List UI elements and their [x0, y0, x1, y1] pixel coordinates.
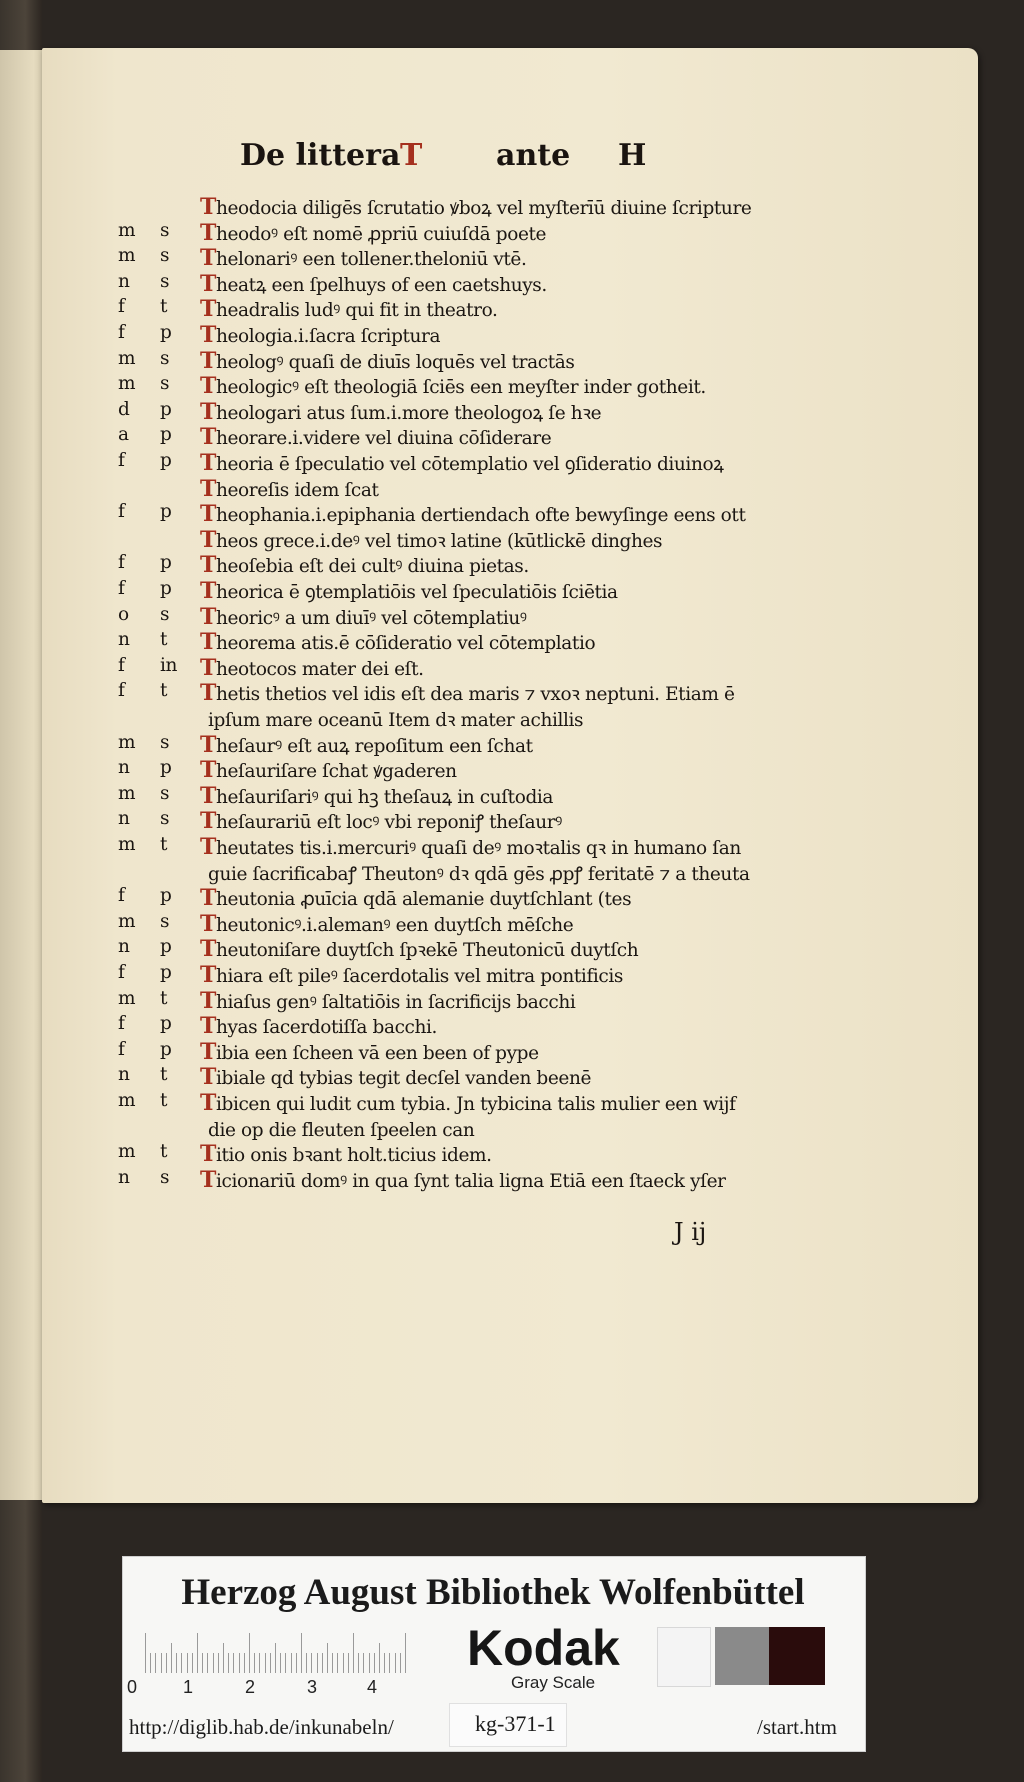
gender-marker: n — [118, 629, 130, 651]
entry-line — [118, 1064, 768, 1089]
entry-body: ibicen qui ludit cum tybia. Jn tybicina talis mulier een wijf — [215, 1094, 736, 1115]
ruler-tick — [197, 1633, 198, 1673]
entry-body: heologicꝰ eſt theologiā ſciēs een meyſter inder gotheit. — [215, 377, 706, 399]
gender-marker: n — [118, 808, 130, 830]
rubric-initial: T — [200, 757, 216, 784]
rubric-initial: T — [200, 501, 216, 528]
entry-text — [200, 1167, 800, 1193]
entry-text — [200, 424, 800, 450]
entry-line — [118, 885, 768, 910]
rubric-initial: T — [200, 962, 216, 988]
entry-text — [200, 450, 800, 476]
gender-marker: a — [118, 424, 129, 446]
entry-line — [118, 706, 768, 731]
entry-body: heorema atis.ē cōſideratio vel cōtemplatio — [215, 633, 596, 655]
declension-marker: p — [160, 398, 172, 420]
entry-text — [200, 1064, 800, 1090]
rubric-initial: T — [200, 296, 216, 323]
ruler-tick — [228, 1653, 229, 1673]
ruler-tick — [317, 1653, 318, 1673]
entry-line — [118, 220, 768, 245]
entry-line — [118, 322, 768, 347]
entry-text — [200, 1013, 800, 1039]
entry-text — [200, 885, 800, 911]
declension-marker: p — [160, 757, 172, 779]
declension-marker: p — [160, 501, 172, 523]
ruler-tick — [192, 1653, 193, 1673]
entry-body: heoreſis idem ſcat — [215, 479, 379, 501]
declension-marker: s — [160, 808, 170, 830]
entry-line — [118, 988, 768, 1013]
library-name: Herzog August Bibliothek Wolfenbüttel — [181, 1572, 805, 1613]
entry-line — [118, 629, 768, 654]
ruler-number: 4 — [367, 1677, 378, 1697]
ruler-tick — [145, 1633, 146, 1673]
declension-marker: t — [160, 629, 168, 651]
ruler-tick — [311, 1653, 312, 1673]
entry-body: heoricꝰ a um diuīꝰ vel cōtemplatiuꝰ — [215, 607, 527, 629]
entry-line — [118, 783, 768, 808]
gender-marker: n — [118, 936, 130, 958]
kodak-logo: Kodak — [467, 1620, 620, 1676]
gender-marker: m — [118, 987, 136, 1009]
declension-marker: s — [160, 910, 170, 932]
entry-line — [118, 578, 768, 603]
entry-line — [118, 1039, 768, 1064]
declension-marker: t — [160, 834, 168, 855]
entry-body: heutoniſare duytſch ſpꝛekē Theutonicū duytſch — [215, 940, 639, 962]
entry-line — [118, 962, 768, 987]
entry-text — [208, 706, 808, 732]
declension-marker: t — [160, 296, 168, 318]
entry-body: heologia.i.ſacra ſcriptura — [215, 326, 441, 347]
entry-text — [200, 578, 800, 604]
ruler-tick — [223, 1643, 224, 1673]
header-letter-h: H — [618, 138, 647, 173]
rubric-initial: T — [200, 1013, 216, 1040]
book-page — [42, 48, 978, 1503]
ruler-tick — [166, 1653, 167, 1673]
entry-line — [118, 194, 768, 219]
gender-marker: f — [118, 654, 125, 676]
entry-body: heutonia ꝓuīcia qdā alemanie duytſchlant (tes — [215, 889, 632, 911]
entry-body: heos grece.i.deꝰ vel timoꝛ latine (kūtlickē dinghes — [215, 530, 663, 552]
entry-line — [118, 476, 768, 501]
entry-body: die op die fleuten ſpeelen can — [208, 1119, 475, 1141]
rubric-initial: T — [200, 245, 216, 272]
rubric-initial: T — [200, 373, 216, 400]
rubric-initial: T — [200, 475, 216, 502]
ruler-tick — [374, 1653, 375, 1673]
ruler-tick — [275, 1643, 276, 1673]
ruler-tick — [259, 1653, 260, 1673]
entry-body: heophania.i.epiphania dertiendach ofte bewyſinge eens ott — [215, 505, 746, 527]
running-header — [240, 138, 660, 182]
gender-marker: m — [118, 731, 136, 753]
entry-body: heodoꝰ eſt nomē ꝓpriū cuiuſdā poete — [215, 223, 547, 245]
entry-text — [200, 476, 800, 502]
declension-marker: p — [160, 1038, 172, 1060]
ruler-number: 1 — [183, 1677, 194, 1697]
entry-body: heodocia diligēs ſcrutatio ꝟboꝝ vel myſterīū diuine ſcripture — [215, 198, 752, 219]
entry-text — [200, 988, 800, 1014]
entry-body: heorare.i.videre vel diuina cōſiderare — [215, 428, 552, 450]
ruler-tick — [358, 1653, 359, 1673]
entry-body: hiaſus genꝰ ſaltatiōis in ſacrificijs bacchi — [215, 991, 576, 1013]
ruler-tick — [400, 1653, 401, 1673]
ruler-tick — [405, 1633, 406, 1673]
rubric-initial: T — [200, 552, 216, 579]
ruler-tick — [337, 1653, 338, 1673]
entry-line — [118, 1013, 768, 1038]
rubric-initial: T — [200, 270, 216, 297]
declension-marker: s — [160, 373, 170, 395]
gender-marker: n — [118, 1166, 130, 1188]
gender-marker: m — [118, 910, 136, 932]
entry-text — [200, 322, 800, 348]
entry-body: hetis thetios vel idis eſt dea maris ⁊ vxoꝛ neptuni. Etiam ē — [215, 684, 735, 706]
ruler-tick — [327, 1643, 328, 1673]
entry-line — [118, 450, 768, 475]
rubric-initial: T — [200, 1064, 216, 1091]
rubric-initial: T — [200, 578, 216, 604]
entry-text — [200, 348, 800, 374]
ruler-tick — [239, 1653, 240, 1673]
entry-line — [118, 373, 768, 398]
entry-text — [200, 194, 800, 220]
rubric-initial: T — [200, 1166, 216, 1193]
entry-line — [118, 1141, 768, 1166]
entry-body: heſaurariū eſt locꝰ vbi reponiꝭ theſaurꝰ — [215, 812, 562, 834]
entry-line — [118, 296, 768, 321]
entry-text — [200, 808, 800, 834]
ruler-tick — [207, 1653, 208, 1673]
entry-body: ipſum mare oceanū Item dꝛ mater achillis — [208, 710, 584, 731]
entry-line — [118, 834, 768, 859]
declension-marker: p — [160, 322, 172, 343]
ruler-tick — [218, 1653, 219, 1673]
entry-body: heutates tis.i.mercuriꝰ quaſi deꝰ moꝛtalis qꝛ in humano ſan — [215, 838, 741, 859]
ruler-tick — [187, 1653, 188, 1673]
ruler-tick — [155, 1653, 156, 1673]
swatch-black — [769, 1627, 825, 1685]
entry-text — [200, 245, 800, 271]
rubric-initial: T — [200, 450, 216, 476]
declension-marker: in — [160, 654, 178, 676]
ruler-tick — [150, 1653, 151, 1673]
rubric-initial: T — [200, 629, 216, 656]
entry-body: heſauriſariꝰ qui hꝫ theſauꝝ in cuſtodia — [215, 786, 554, 808]
entry-text — [208, 1116, 808, 1142]
ruler-tick — [233, 1653, 234, 1673]
gender-marker: f — [118, 1013, 125, 1035]
entry-text — [200, 783, 800, 809]
entry-line — [118, 348, 768, 373]
ruler-tick — [343, 1653, 344, 1673]
entry-text — [200, 296, 800, 322]
declension-marker: t — [160, 987, 168, 1009]
gender-marker: f — [118, 680, 125, 702]
gender-marker: f — [118, 885, 125, 907]
entry-line — [118, 936, 768, 961]
gender-marker: f — [118, 322, 125, 343]
ruler-number: 2 — [245, 1677, 256, 1697]
entry-body: heoria ē ſpeculatio vel cōtemplatio vel ꝯſideratio diuinoꝝ — [215, 454, 724, 475]
entry-body: heologꝰ quaſi de diuīs loquēs vel tractās — [215, 351, 575, 373]
entry-text — [200, 757, 800, 783]
gender-marker: m — [118, 782, 136, 804]
entry-line — [118, 501, 768, 526]
declension-marker: s — [160, 1166, 170, 1188]
ruler-tick — [202, 1653, 203, 1673]
entry-text — [200, 1141, 800, 1167]
entry-text — [200, 271, 800, 297]
entry-body: ibia een ſcheen vā een been of pype — [215, 1042, 539, 1064]
entry-line — [118, 527, 768, 552]
ruler-tick — [213, 1653, 214, 1673]
rubric-initial: T — [200, 526, 216, 553]
declension-marker: s — [160, 603, 170, 625]
ruler-tick — [291, 1653, 292, 1673]
rubric-initial: T — [200, 1141, 216, 1168]
declension-marker: t — [160, 680, 168, 702]
entry-text — [200, 604, 800, 630]
entry-line — [118, 911, 768, 936]
gender-marker: n — [118, 270, 130, 292]
entry-line — [118, 604, 768, 629]
gray-scale-label: Gray Scale — [511, 1673, 596, 1692]
ruler-number: 0 — [127, 1677, 138, 1697]
url-left: http://diglib.hab.de/inkunabeln/ — [129, 1715, 394, 1739]
gender-marker: f — [118, 450, 125, 471]
entry-body: heſauriſare ſchat ꝟgaderen — [215, 761, 457, 783]
ruler-tick — [280, 1653, 281, 1673]
entry-text — [200, 1039, 800, 1065]
ruler-tick — [332, 1653, 333, 1673]
declension-marker: p — [160, 962, 172, 983]
entry-text — [200, 911, 800, 937]
ruler-tick — [265, 1653, 266, 1673]
entry-body: heſaurꝰ eſt auꝝ repoſitum een ſchat — [215, 735, 533, 757]
entry-text — [200, 399, 800, 425]
declension-marker: t — [160, 1141, 168, 1163]
entry-line — [118, 860, 768, 885]
declension-marker: t — [160, 1064, 168, 1086]
url-right: /start.htm — [757, 1715, 837, 1739]
gender-marker: f — [118, 962, 125, 983]
entry-text — [200, 936, 800, 962]
entry-body: heatꝝ een ſpelhuys of een caetshuys. — [215, 274, 547, 296]
entry-body: helonariꝰ een tollener.theloniū vtē. — [215, 249, 527, 271]
ruler-tick — [301, 1633, 302, 1673]
color-target-card — [122, 1556, 866, 1752]
entry-line — [118, 1167, 768, 1192]
signature-mark: J ij — [674, 1218, 707, 1246]
entry-text — [200, 1090, 800, 1116]
rubric-initial: T — [200, 322, 216, 348]
gender-marker: m — [118, 373, 136, 395]
gender-marker: f — [118, 1038, 125, 1060]
declension-marker: s — [160, 347, 170, 369]
ruler-tick — [285, 1653, 286, 1673]
entry-text — [200, 655, 800, 681]
gender-marker: o — [118, 603, 129, 625]
rubric-initial: T — [200, 731, 216, 758]
gender-marker: m — [118, 1090, 136, 1111]
rubric-initial: T — [200, 808, 216, 835]
entry-body: guie ſacrificabaꝭ Theutonꝰ dꝛ qdā gēs ꝓpꝭ feritatē ⁊ a theuta — [208, 863, 750, 885]
gender-marker: f — [118, 552, 125, 574]
entry-body: itio onis bꝛant holt.ticius idem. — [215, 1145, 492, 1167]
rubric-initial: T — [200, 936, 216, 963]
rubric-initial: T — [200, 194, 216, 220]
ruler-tick — [254, 1653, 255, 1673]
gender-marker: f — [118, 578, 125, 599]
entry-text — [200, 220, 800, 246]
entry-text — [200, 527, 800, 553]
rubric-initial: T — [200, 1038, 216, 1065]
ruler-tick — [296, 1653, 297, 1673]
entry-text — [200, 732, 800, 758]
entry-line — [118, 757, 768, 782]
declension-marker: s — [160, 782, 170, 804]
rubric-initial: T — [200, 680, 216, 707]
ruler-tick — [353, 1633, 354, 1673]
rubric-initial: T — [200, 834, 216, 860]
rubric-initial: T — [200, 424, 216, 451]
entry-text — [200, 962, 800, 988]
ruler-tick — [322, 1653, 323, 1673]
declension-marker: p — [160, 578, 172, 599]
entry-line — [118, 680, 768, 705]
gender-marker: m — [118, 219, 136, 241]
gender-marker: f — [118, 501, 125, 523]
declension-marker: s — [160, 731, 170, 753]
rubric-initial: T — [200, 910, 216, 937]
gender-marker: d — [118, 398, 130, 420]
entry-body: heotocos mater dei eſt. — [215, 658, 424, 680]
entry-body: hiara eſt pileꝰ ſacerdotalis vel mitra pontificis — [215, 966, 623, 987]
declension-marker: s — [160, 245, 170, 267]
entry-line — [118, 1090, 768, 1115]
rubric-initial: T — [200, 219, 216, 246]
ruler-tick — [244, 1653, 245, 1673]
ruler-tick — [171, 1643, 172, 1673]
ruler-tick — [181, 1653, 182, 1673]
ruler-tick — [369, 1653, 370, 1673]
rubric-initial: T — [200, 1090, 216, 1116]
declension-marker: t — [160, 1090, 168, 1111]
gender-marker: m — [118, 347, 136, 369]
gender-marker: f — [118, 296, 125, 318]
entry-line — [118, 271, 768, 296]
declension-marker: p — [160, 552, 172, 574]
gender-marker: m — [118, 1141, 136, 1163]
rubric-initial: T — [200, 987, 216, 1014]
entry-body: heorica ē ꝯtemplatiōis vel ſpeculatiōis ſciētia — [215, 582, 618, 603]
entry-text — [200, 501, 800, 527]
entry-line — [118, 1116, 768, 1141]
declension-marker: p — [160, 424, 172, 446]
rubric-initial: T — [200, 654, 216, 681]
entry-text — [200, 373, 800, 399]
declension-marker: s — [160, 219, 170, 241]
gender-marker: m — [118, 834, 136, 855]
rubric-initial: T — [200, 782, 216, 809]
entry-line — [118, 732, 768, 757]
entry-line — [118, 552, 768, 577]
declension-marker: s — [160, 270, 170, 292]
ruler-tick — [389, 1653, 390, 1673]
ruler-number: 3 — [307, 1677, 318, 1697]
ruler-tick — [161, 1653, 162, 1673]
entry-body: headralis ludꝰ qui fit in theatro. — [215, 300, 498, 322]
declension-marker: p — [160, 885, 172, 907]
declension-marker: p — [160, 1013, 172, 1035]
entry-body: heologari atus ſum.i.more theologoꝝ ſe hꝛe — [215, 402, 602, 424]
entry-text — [200, 552, 800, 578]
entry-text — [200, 680, 800, 706]
entry-line — [118, 399, 768, 424]
entry-text — [208, 860, 808, 886]
header-de-littera: De littera — [240, 138, 401, 173]
entry-line — [118, 424, 768, 449]
ruler-tick — [306, 1653, 307, 1673]
rubric-initial: T — [200, 603, 216, 630]
image-code: kg-371-1 — [475, 1711, 556, 1736]
entry-body: heutonicꝰ.i.alemanꝰ een duytſch mēſche — [215, 914, 574, 936]
ruler-tick — [379, 1643, 380, 1673]
entry-text — [200, 629, 800, 655]
rubric-initial: T — [200, 347, 216, 374]
ruler-tick — [270, 1653, 271, 1673]
rubric-initial: T — [200, 885, 216, 912]
previous-page-edge — [0, 50, 48, 1500]
gender-marker: n — [118, 757, 130, 779]
entry-text — [200, 834, 800, 860]
entry-line — [118, 245, 768, 270]
measurement-ruler — [145, 1629, 445, 1673]
ruler-tick — [348, 1653, 349, 1673]
ruler-tick — [384, 1653, 385, 1673]
gender-marker: n — [118, 1064, 130, 1086]
ruler-tick — [395, 1653, 396, 1673]
entry-line — [118, 808, 768, 833]
ruler-tick — [363, 1653, 364, 1673]
swatch-gray — [715, 1627, 769, 1685]
declension-marker: p — [160, 936, 172, 958]
declension-marker: p — [160, 450, 172, 471]
entry-body: ibiale qd tybias tegit decſel vanden beenē — [215, 1068, 592, 1090]
swatch-white — [657, 1627, 711, 1687]
gender-marker: m — [118, 245, 136, 267]
entry-body: hyas ſacerdotiſſa bacchi. — [215, 1017, 438, 1039]
header-letter-t: T — [400, 138, 423, 173]
entry-body: icionariū domꝰ in qua ſynt talia ligna Etiā een ſtaeck yſer — [215, 1170, 726, 1192]
entry-line — [118, 655, 768, 680]
ruler-tick — [176, 1653, 177, 1673]
header-ante: ante — [496, 138, 571, 173]
rubric-initial: T — [200, 398, 216, 425]
entry-body: heoſebia eſt dei cultꝰ diuina pietas. — [215, 556, 529, 578]
ruler-tick — [249, 1633, 250, 1673]
